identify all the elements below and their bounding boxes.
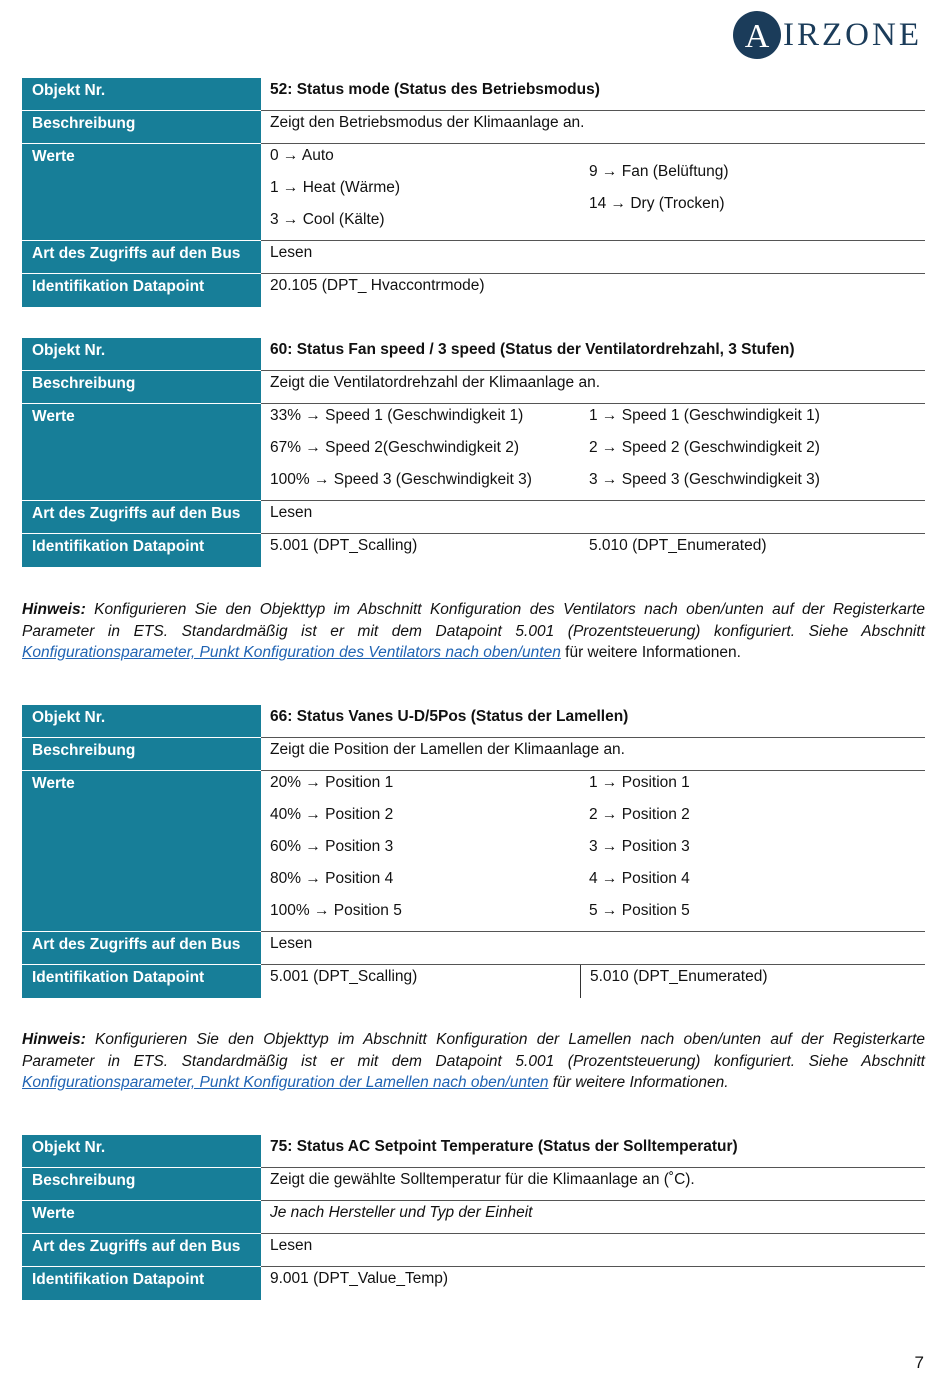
label-zugriff: Art des Zugriffs auf den Bus	[22, 932, 261, 965]
object-table-66	[22, 705, 925, 998]
label-zugriff: Art des Zugriffs auf den Bus	[22, 241, 261, 274]
datapoint-secondary: 5.010 (DPT_Enumerated)	[580, 965, 767, 998]
logo-text: IRZONE	[783, 17, 922, 53]
object-description: Zeigt die Ventilatordrehzahl der Klimaanlage an.	[261, 371, 925, 404]
airzone-logo	[733, 10, 922, 60]
note-link[interactable]: Konfigurationsparameter, Punkt Konfiguration der Lamellen nach oben/unten	[22, 1074, 549, 1091]
object-title: 66: Status Vanes U-D/5Pos (Status der Lamellen)	[261, 705, 925, 738]
object-title: 52: Status mode (Status des Betriebsmodus)	[261, 78, 925, 111]
object-values	[261, 144, 925, 241]
value-item: 1 → Position 1	[589, 774, 690, 791]
value-item: 4 → Position 4	[589, 870, 690, 887]
note-link[interactable]: Konfigurationsparameter, Punkt Konfiguration des Ventilators nach oben/unten	[22, 644, 561, 661]
label-zugriff: Art des Zugriffs auf den Bus	[22, 1234, 261, 1267]
value-item: 0 → Auto	[270, 147, 334, 164]
value-item: 3 → Cool (Kälte)	[270, 211, 385, 228]
value-item: 60% → Position 3	[270, 838, 394, 855]
value-item: 80% → Position 4	[270, 870, 394, 887]
value-item: 1 → Speed 1 (Geschwindigkeit 1)	[589, 407, 820, 424]
note-label: Hinweis:	[22, 601, 86, 618]
label-beschreibung: Beschreibung	[22, 371, 261, 404]
label-datapoint: Identifikation Datapoint	[22, 274, 261, 307]
label-beschreibung: Beschreibung	[22, 1168, 261, 1201]
value-item: 3 → Position 3	[589, 838, 690, 855]
object-description: Zeigt die Position der Lamellen der Klimaanlage an.	[261, 738, 925, 771]
label-zugriff: Art des Zugriffs auf den Bus	[22, 501, 261, 534]
value-item: 20% → Position 1	[270, 774, 394, 791]
label-objekt-nr: Objekt Nr.	[22, 338, 261, 371]
note-text: Konfigurieren Sie den Objekttyp im Abschnitt Konfiguration der Lamellen nach oben/unten auf der Registerkarte Parameter in ETS. Standardmäßig ist er mit dem Datapoint 5.001 (Prozentsteuerung) konfiguriert. Siehe Abschnitt	[22, 1031, 925, 1070]
page-number: 7	[914, 1353, 924, 1372]
label-werte: Werte	[22, 144, 261, 241]
label-datapoint: Identifikation Datapoint	[22, 965, 261, 998]
datapoint-primary: 5.001 (DPT_Scalling)	[270, 968, 418, 985]
label-objekt-nr: Objekt Nr.	[22, 705, 261, 738]
value-item: 5 → Position 5	[589, 902, 690, 919]
object-table-60	[22, 338, 925, 567]
datapoint-secondary: 5.010 (DPT_Enumerated)	[589, 537, 767, 554]
label-datapoint: Identifikation Datapoint	[22, 1267, 261, 1300]
note-tail: für weitere Informationen.	[552, 1074, 729, 1091]
logo-mark	[733, 11, 781, 59]
label-beschreibung: Beschreibung	[22, 738, 261, 771]
object-description: Zeigt den Betriebsmodus der Klimaanlage an.	[261, 111, 925, 144]
label-objekt-nr: Objekt Nr.	[22, 1135, 261, 1168]
object-title: 75: Status AC Setpoint Temperature (Status der Solltemperatur)	[261, 1135, 925, 1168]
value-item: 40% → Position 2	[270, 806, 394, 823]
note-label: Hinweis:	[22, 1031, 86, 1048]
value-item: 2 → Speed 2 (Geschwindigkeit 2)	[589, 439, 820, 456]
object-access: Lesen	[261, 501, 925, 534]
object-table-52	[22, 78, 925, 307]
object-title: 60: Status Fan speed / 3 speed (Status der Ventilatordrehzahl, 3 Stufen)	[261, 338, 925, 371]
note-tail: für weitere Informationen.	[565, 644, 741, 661]
value-item: 2 → Position 2	[589, 806, 690, 823]
object-description: Zeigt die gewählte Solltemperatur für die Klimaanlage an (˚C).	[261, 1168, 925, 1201]
object-datapoint: 20.105 (DPT_ Hvaccontrmode)	[270, 277, 485, 294]
note-vanes	[22, 1029, 925, 1094]
object-values: Je nach Hersteller und Typ der Einheit	[261, 1201, 925, 1234]
object-datapoint	[261, 965, 925, 998]
label-objekt-nr: Objekt Nr.	[22, 78, 261, 111]
value-item: 3 → Speed 3 (Geschwindigkeit 3)	[589, 471, 820, 488]
object-values	[261, 404, 925, 501]
note-text: Konfigurieren Sie den Objekttyp im Abschnitt Konfiguration des Ventilators nach oben/unten auf der Registerkarte Parameter in ETS. Standardmäßig ist er mit dem Datapoint 5.001 (Prozentsteuerung) konfiguriert. Siehe Abschnitt	[22, 601, 925, 640]
object-table-75	[22, 1135, 925, 1300]
object-datapoint: 9.001 (DPT_Value_Temp)	[270, 1270, 449, 1287]
logo-letter: A	[744, 18, 770, 55]
label-werte: Werte	[22, 404, 261, 501]
object-access: Lesen	[261, 932, 925, 965]
object-access: Lesen	[261, 241, 925, 274]
value-item: 1 → Heat (Wärme)	[270, 179, 401, 196]
value-item: 100% → Speed 3 (Geschwindigkeit 3)	[270, 471, 532, 488]
value-item: 100% → Position 5	[270, 902, 402, 919]
object-access: Lesen	[261, 1234, 925, 1267]
value-item: 67% → Speed 2(Geschwindigkeit 2)	[270, 439, 519, 456]
object-datapoint	[261, 534, 925, 567]
label-werte: Werte	[22, 1201, 261, 1234]
value-item: 9 → Fan (Belüftung)	[589, 163, 729, 180]
note-fan	[22, 599, 925, 664]
label-beschreibung: Beschreibung	[22, 111, 261, 144]
value-item: 14 → Dry (Trocken)	[589, 195, 725, 212]
value-item: 33% → Speed 1 (Geschwindigkeit 1)	[270, 407, 524, 424]
datapoint-primary: 5.001 (DPT_Scalling)	[270, 537, 418, 554]
object-values	[261, 771, 925, 932]
label-datapoint: Identifikation Datapoint	[22, 534, 261, 567]
label-werte: Werte	[22, 771, 261, 932]
